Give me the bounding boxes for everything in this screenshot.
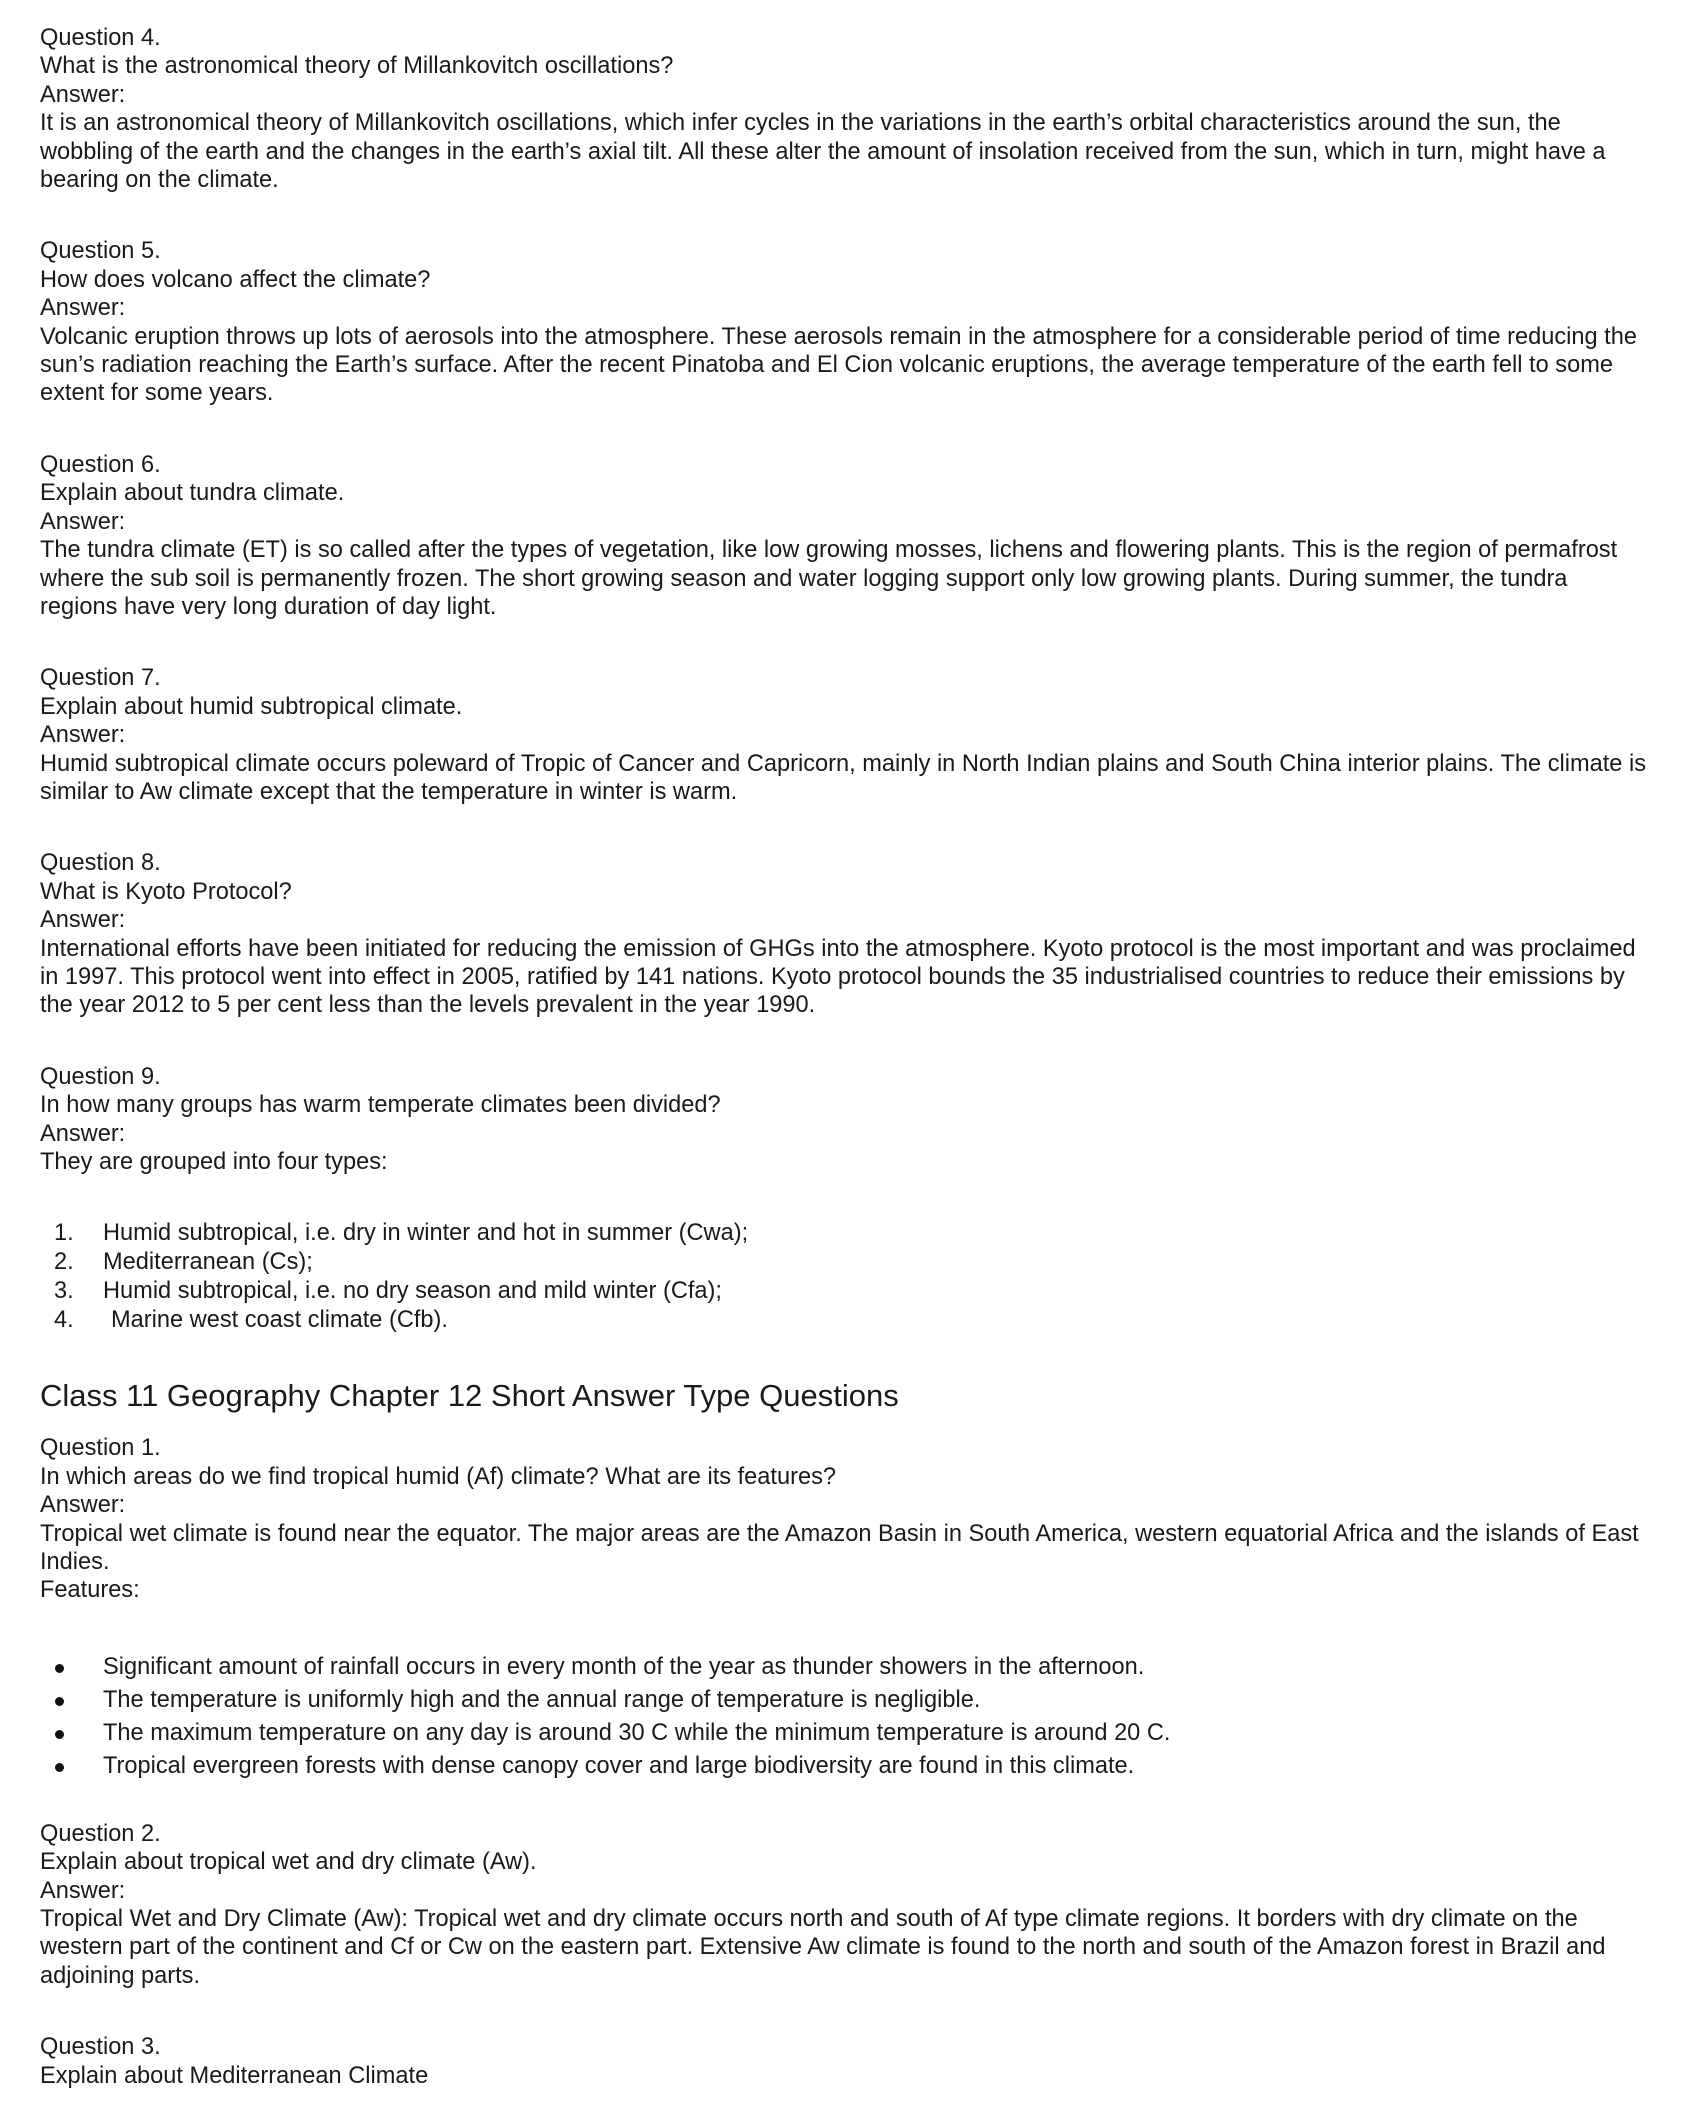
- list-item: [40, 1277, 1650, 1306]
- list-item: [40, 1651, 1650, 1684]
- qa-block-q6: [40, 451, 1650, 621]
- qa-block-q5: [40, 237, 1650, 407]
- list-number: 1.: [54, 1220, 74, 1247]
- list-text: Humid subtropical, i.e. no dry season and mild winter (Cfa);: [103, 1278, 722, 1305]
- question-text: What is Kyoto Protocol?: [40, 878, 292, 905]
- bullet-icon: [55, 1763, 64, 1772]
- answer-label: Answer:: [40, 81, 126, 108]
- list-item: [40, 1248, 1650, 1277]
- climate-types-list: [40, 1219, 1650, 1335]
- answer-text: Humid subtropical climate occurs poleward of Tropic of Cancer and Capricorn, mainly in North Indian plains and South China interior plains. The climate is similar to Aw climate except that the temperature in winter is warm.: [40, 750, 1647, 805]
- answer-label: Answer:: [40, 295, 126, 322]
- list-text: Marine west coast climate (Cfb).: [111, 1307, 448, 1334]
- question-number: Question 5.: [40, 238, 161, 265]
- question-number: Question 9.: [40, 1063, 161, 1090]
- question-number: Question 3.: [40, 2034, 161, 2061]
- answer-text: Volcanic eruption throws up lots of aerosols into the atmosphere. These aerosols remain in the atmosphere for a considerable period of time reducing the sun’s radiation reaching the Earth’s surface. After the recent Pinatoba and El Cion volcanic eruptions, the average temperature of the earth fell to some extent for some years.: [40, 323, 1637, 407]
- question-number: Question 1.: [40, 1435, 161, 1462]
- question-number: Question 6.: [40, 451, 161, 478]
- list-item: [40, 1750, 1650, 1783]
- bullet-icon: [55, 1664, 64, 1673]
- qa-block-q7: [40, 664, 1650, 806]
- question-text: In how many groups has warm temperate climates been divided?: [40, 1092, 721, 1119]
- features-list: [40, 1651, 1650, 1783]
- question-number: Question 7.: [40, 665, 161, 692]
- answer-label: Answer:: [40, 722, 126, 749]
- list-item: [40, 1684, 1650, 1717]
- answer-text: Tropical Wet and Dry Climate (Aw): Tropical wet and dry climate occurs north and south of Af type climate regions. It borders with dry climate on the western part of the continent and Cf or Cw on the eastern part. Extensive Aw climate is found to the north and south of the Amazon forest in Brazil and adjoining parts.: [40, 1906, 1606, 1989]
- qa-block-q9: [40, 1063, 1650, 1177]
- question-text: Explain about tundra climate.: [40, 480, 345, 507]
- question-text: In which areas do we find tropical humid (Af) climate? What are its features?: [40, 1463, 836, 1490]
- question-number: Question 4.: [40, 25, 161, 51]
- list-item: [40, 1306, 1650, 1335]
- qa-block-q4: [40, 24, 1650, 194]
- list-item: [40, 1219, 1650, 1248]
- list-text: Humid subtropical, i.e. dry in winter and hot in summer (Cwa);: [103, 1220, 749, 1247]
- list-text: The maximum temperature on any day is around 30 C while the minimum temperature is around 20 C.: [103, 1719, 1171, 1746]
- answer-label: Answer:: [40, 907, 126, 934]
- qa-block-short-q2: [40, 1820, 1650, 1990]
- qa-block-q8: [40, 849, 1650, 1019]
- question-text: Explain about tropical wet and dry climate (Aw).: [40, 1849, 537, 1876]
- answer-label: Answer:: [40, 1877, 126, 1904]
- list-number: 4.: [54, 1307, 74, 1334]
- question-number: Question 8.: [40, 850, 161, 877]
- question-text: What is the astronomical theory of Millankovitch oscillations?: [40, 53, 674, 80]
- answer-text: They are grouped into four types:: [40, 1149, 388, 1175]
- list-item: [40, 1717, 1650, 1750]
- question-text: Explain about humid subtropical climate.: [40, 693, 463, 720]
- bullet-icon: [55, 1697, 64, 1706]
- question-number: Question 2.: [40, 1820, 161, 1847]
- list-text: Tropical evergreen forests with dense canopy cover and large biodiversity are found in this climate.: [103, 1752, 1135, 1779]
- bullet-icon: [55, 1730, 64, 1739]
- list-text: The temperature is uniformly high and the annual range of temperature is negligible.: [103, 1686, 981, 1713]
- answer-text: Tropical wet climate is found near the equator. The major areas are the Amazon Basin in South America, western equatorial Africa and the islands of East Indies.: [40, 1520, 1639, 1576]
- list-text: Mediterranean (Cs);: [103, 1249, 313, 1276]
- features-label: Features:: [40, 1577, 140, 1604]
- answer-text: It is an astronomical theory of Millankovitch oscillations, which infer cycles in the variations in the earth’s orbital characteristics around the sun, the wobbling of the earth and the changes in the earth’s axial tilt. All these alter the amount of insolation received from the sun, which in turn, might have a bearing on the climate.: [40, 110, 1606, 194]
- question-text: How does volcano affect the climate?: [40, 266, 431, 293]
- answer-text: International efforts have been initiated for reducing the emission of GHGs into the atmosphere. Kyoto protocol is the most important and was proclaimed in 1997. This protocol went into effect in 2005, ratified by 141 nations. Kyoto protocol bounds the 35 industrialised countries to reduce their emissions by the year 2012 to 5 per cent less than the levels prevalent in the year 1990.: [40, 935, 1636, 1019]
- answer-label: Answer:: [40, 1120, 126, 1147]
- list-text: Significant amount of rainfall occurs in every month of the year as thunder showers in the afternoon.: [103, 1653, 1145, 1680]
- question-text: Explain about Mediterranean Climate: [40, 2062, 429, 2089]
- answer-label: Answer:: [40, 1492, 126, 1519]
- answer-label: Answer:: [40, 508, 126, 535]
- qa-block-short-q1: [40, 1434, 1650, 1604]
- answer-text: The tundra climate (ET) is so called after the types of vegetation, like low growing mosses, lichens and flowering plants. This is the region of permafrost where the sub soil is permanently frozen. The short growing season and water logging support only low growing plants. During summer, the tundra regions have very long duration of day light.: [40, 537, 1618, 620]
- list-number: 3.: [54, 1278, 74, 1305]
- section-heading: Class 11 Geography Chapter 12 Short Answer Type Questions: [40, 1378, 899, 1414]
- list-number: 2.: [54, 1249, 74, 1276]
- qa-block-short-q3: [40, 2033, 1650, 2090]
